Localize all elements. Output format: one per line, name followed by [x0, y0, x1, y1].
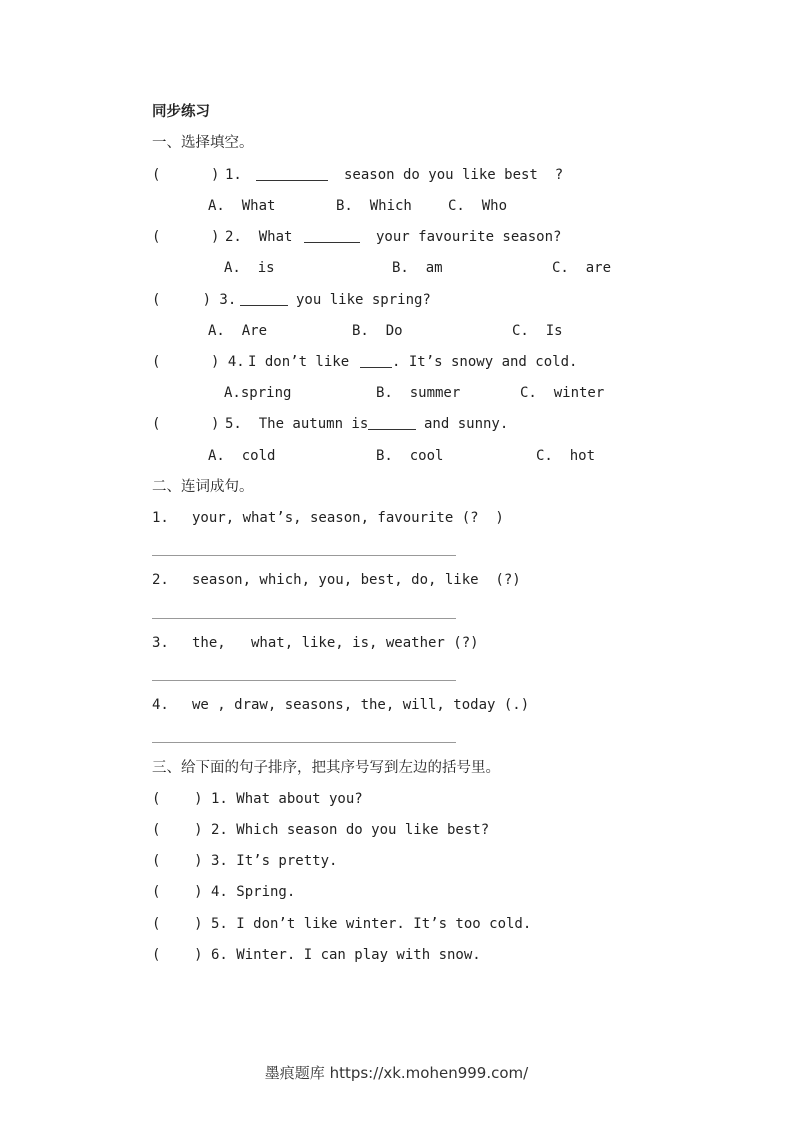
q3-option-c: C. Is — [512, 323, 563, 339]
q5-option-a: A. cold — [208, 448, 276, 464]
q5-text-after: and sunny. — [424, 416, 509, 432]
footer-watermark: 墨痕题库 https://xk.mohen999.com/ — [264, 1064, 529, 1082]
s2-item4-answer-line[interactable] — [152, 742, 456, 743]
q5-text-before: 5. The autumn is — [225, 416, 369, 432]
q4-option-a: A.spring — [224, 385, 292, 401]
s3-item6: ( ) 6. Winter. I can play with snow. — [152, 947, 481, 963]
q4-blank[interactable] — [360, 353, 392, 368]
section3-heading: 三、给下面的句子排序，把其序号写到左边的括号里。 — [152, 760, 500, 776]
q3-text: you like spring? — [296, 292, 431, 308]
q2-option-b: B. am — [392, 260, 443, 276]
q1-option-c: C. Who — [448, 198, 508, 214]
s2-item4-words: we , draw, seasons, the, will, today (.) — [192, 697, 530, 713]
s2-item1-answer-line[interactable] — [152, 555, 456, 556]
s2-item1-words: your, what’s, season, favourite (? ) — [192, 510, 504, 526]
q3-blank[interactable] — [240, 291, 288, 306]
q1-text: season do you like best ? — [344, 167, 564, 183]
section2-heading: 二、连词成句。 — [152, 479, 254, 495]
q3-option-b: B. Do — [352, 323, 403, 339]
page-title: 同步练习 — [152, 104, 210, 120]
q4-paren: ( ) 4. — [152, 354, 245, 370]
s2-item2-number: 2. — [152, 572, 169, 588]
q4-text-before: I don’t like — [248, 354, 350, 370]
q4-option-b: B. summer — [376, 385, 461, 401]
q2-option-c: C. are — [552, 260, 612, 276]
q1-option-a: A. What — [208, 198, 276, 214]
s2-item3-words: the, what, like, is, weather (?) — [192, 635, 479, 651]
s3-item4: ( ) 4. Spring. — [152, 884, 296, 900]
s3-item2: ( ) 2. Which season do you like best? — [152, 822, 490, 838]
q1-blank[interactable] — [256, 166, 328, 181]
q1-number: 1. — [225, 167, 242, 183]
s3-item5: ( ) 5. I don’t like winter. It’s too cold. — [152, 916, 532, 932]
q2-paren: ( ) — [152, 229, 220, 245]
q2-option-a: A. is — [224, 260, 275, 276]
q1-option-b: B. Which — [336, 198, 412, 214]
q2-number: 2. What — [225, 229, 293, 245]
s3-item3: ( ) 3. It’s pretty. — [152, 853, 338, 869]
s2-item3-answer-line[interactable] — [152, 680, 456, 681]
q5-blank[interactable] — [368, 415, 416, 430]
q2-text: your favourite season? — [376, 229, 562, 245]
q2-blank[interactable] — [304, 228, 360, 243]
section1-heading: 一、选择填空。 — [152, 135, 254, 151]
q5-option-c: C. hot — [536, 448, 596, 464]
q4-option-c: C. winter — [520, 385, 605, 401]
q4-text-after: . It’s snowy and cold. — [392, 354, 578, 370]
s2-item2-answer-line[interactable] — [152, 618, 456, 619]
s2-item3-number: 3. — [152, 635, 169, 651]
q5-option-b: B. cool — [376, 448, 444, 464]
s2-item2-words: season, which, you, best, do, like (?) — [192, 572, 521, 588]
q3-paren: ( ) 3. — [152, 292, 237, 308]
q5-paren: ( ) — [152, 416, 220, 432]
s2-item1-number: 1. — [152, 510, 169, 526]
q3-option-a: A. Are — [208, 323, 268, 339]
q1-paren: ( ) — [152, 167, 220, 183]
s3-item1: ( ) 1. What about you? — [152, 791, 363, 807]
s2-item4-number: 4. — [152, 697, 169, 713]
